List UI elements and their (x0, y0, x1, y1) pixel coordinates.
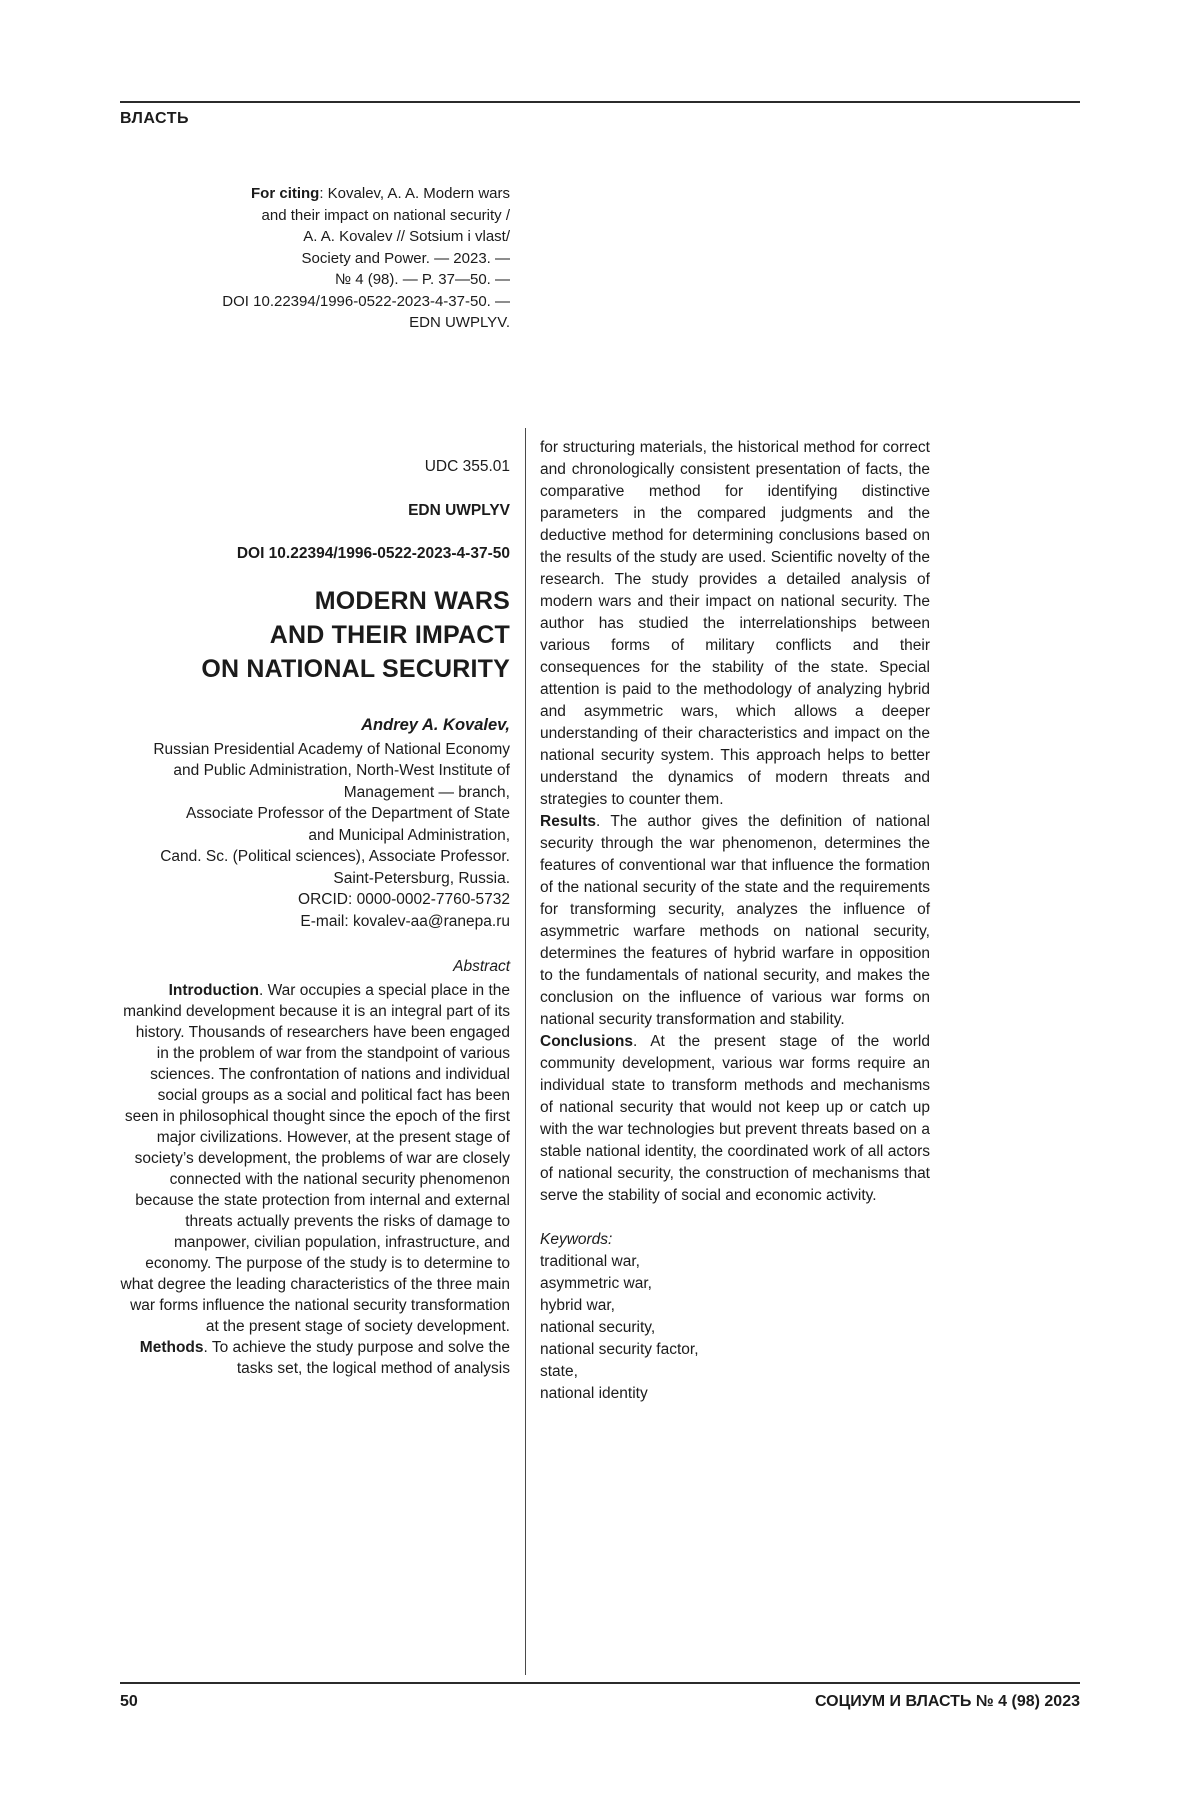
abstract-results (540, 811, 930, 1031)
author-affiliation: Russian Presidential Academy of National Economy and Public Administration, North-West Institute of Management — branch, Associate Professor of the Department of State and Municipal Administration, Cand. Sc. (Political sciences), Associate Professor. Saint-Petersburg, Russia. ORCID: 0000-0002-7760-5732 E-mail: kovalev-aa@ranepa.ru (153, 740, 510, 930)
footer-row (120, 1693, 1080, 1711)
results-text: . The author gives the definition of national security through the war phenomenon, determines the features of conventional war that influence the formation of the national security of the state and the requirements for transforming security, analyzes the influence of asymmetric warfare methods on national security, determines the features of hybrid warfare in opposition to the fundamentals of national security, and makes the conclusion on the influence of various war forms on national security transformation and stability. (540, 813, 930, 1028)
introduction-text: . War occupies a special place in the mankind development because it is an integral part of its history. Thousands of researchers have been engaged in the problem of war from the standpoint of various sciences. The confrontation of nations and individual social groups as a social and political fact has been seen in philosophical thought since the epoch of the first major civilizations. However, at the present stage of society’s development, the problems of war are closely connected with the national security phenomenon because the state protection from internal and external threats actually prevents the risks of damage to manpower, civilian population, infrastructure, and economy. The purpose of the study is to determine to what degree the leading characteristics of the three main war forms influence the national security transformation at the present stage of society development. (120, 982, 510, 1335)
column-divider (525, 428, 526, 1675)
footer-rule (120, 1682, 1080, 1684)
right-column (540, 437, 930, 1405)
methods-text: . To achieve the study purpose and solve the tasks set, the logical method of analysis (203, 1339, 510, 1377)
running-head: ВЛАСТЬ (120, 110, 189, 127)
results-label: Results (540, 813, 596, 830)
doi-code: DOI 10.22394/1996-0522-2023-4-37-50 (236, 544, 510, 562)
keywords-list: traditional war, asymmetric war, hybrid war, national security, national security factor, state, national identity (540, 1253, 699, 1402)
abstract-label: Abstract (453, 958, 510, 975)
header-rule (120, 101, 1080, 103)
left-column (120, 183, 510, 1379)
keywords-label: Keywords: (540, 1231, 613, 1248)
page-number: 50 (120, 1693, 138, 1710)
abstract-continuation: for structuring materials, the historical method for correct and chronologically consistent presentation of facts, the comparative method for identifying distinctive parameters in the compared judgments and the deductive method for determining conclusions based on the results of the study are used. Scientific novelty of the research. The study provides a detailed analysis of modern wars and their impact on national security. The author has studied the interrelationships between various forms of military conflicts and their consequences for the stability of the state. Special attention is paid to the methodology of analyzing hybrid and asymmetric wars, which allows a deeper understanding of their characteristics and impact on the national security system. This approach helps to better understand the dynamics of modern threats and strategies to counter them. (540, 439, 930, 808)
journal-issue: СОЦИУМ И ВЛАСТЬ № 4 (98) 2023 (815, 1693, 1080, 1710)
edn-code: EDN UWPLYV (408, 501, 510, 519)
methods-label: Methods (139, 1339, 204, 1356)
udc-number: UDC 355.01 (424, 457, 510, 475)
citation-block (120, 183, 510, 334)
introduction-label: Introduction (168, 982, 259, 999)
abstract-conclusions (540, 1031, 930, 1207)
page-footer (120, 1682, 1080, 1711)
conclusions-text: . At the present stage of the world community development, various war forms require an individual state to transform methods and mechanisms of national security that would not keep up or catch up with the war technologies but prevent threats based on a stable national identity, the coordinated work of all actors of national security, the construction of mechanisms that serve the stability of social and economic activity. (540, 1033, 930, 1204)
citation-label: For citing (251, 185, 320, 202)
abstract-introduction (120, 980, 510, 1337)
abstract-methods (120, 1337, 510, 1379)
article-title: MODERN WARS AND THEIR IMPACT ON NATIONAL SECURITY (201, 586, 510, 683)
conclusions-label: Conclusions (540, 1033, 634, 1050)
citation-text: : Kovalev, A. A. Modern wars and their impact on national security / A. A. Kovalev // Sotsium i vlast/ Society and Power. — 2023. — № 4 (98). — P. 37—50. — DOI 10.22394/1996-0522-2023-4-37-50. — EDN UWPLYV. (222, 185, 510, 331)
author-name: Andrey A. Kovalev, (361, 715, 510, 734)
